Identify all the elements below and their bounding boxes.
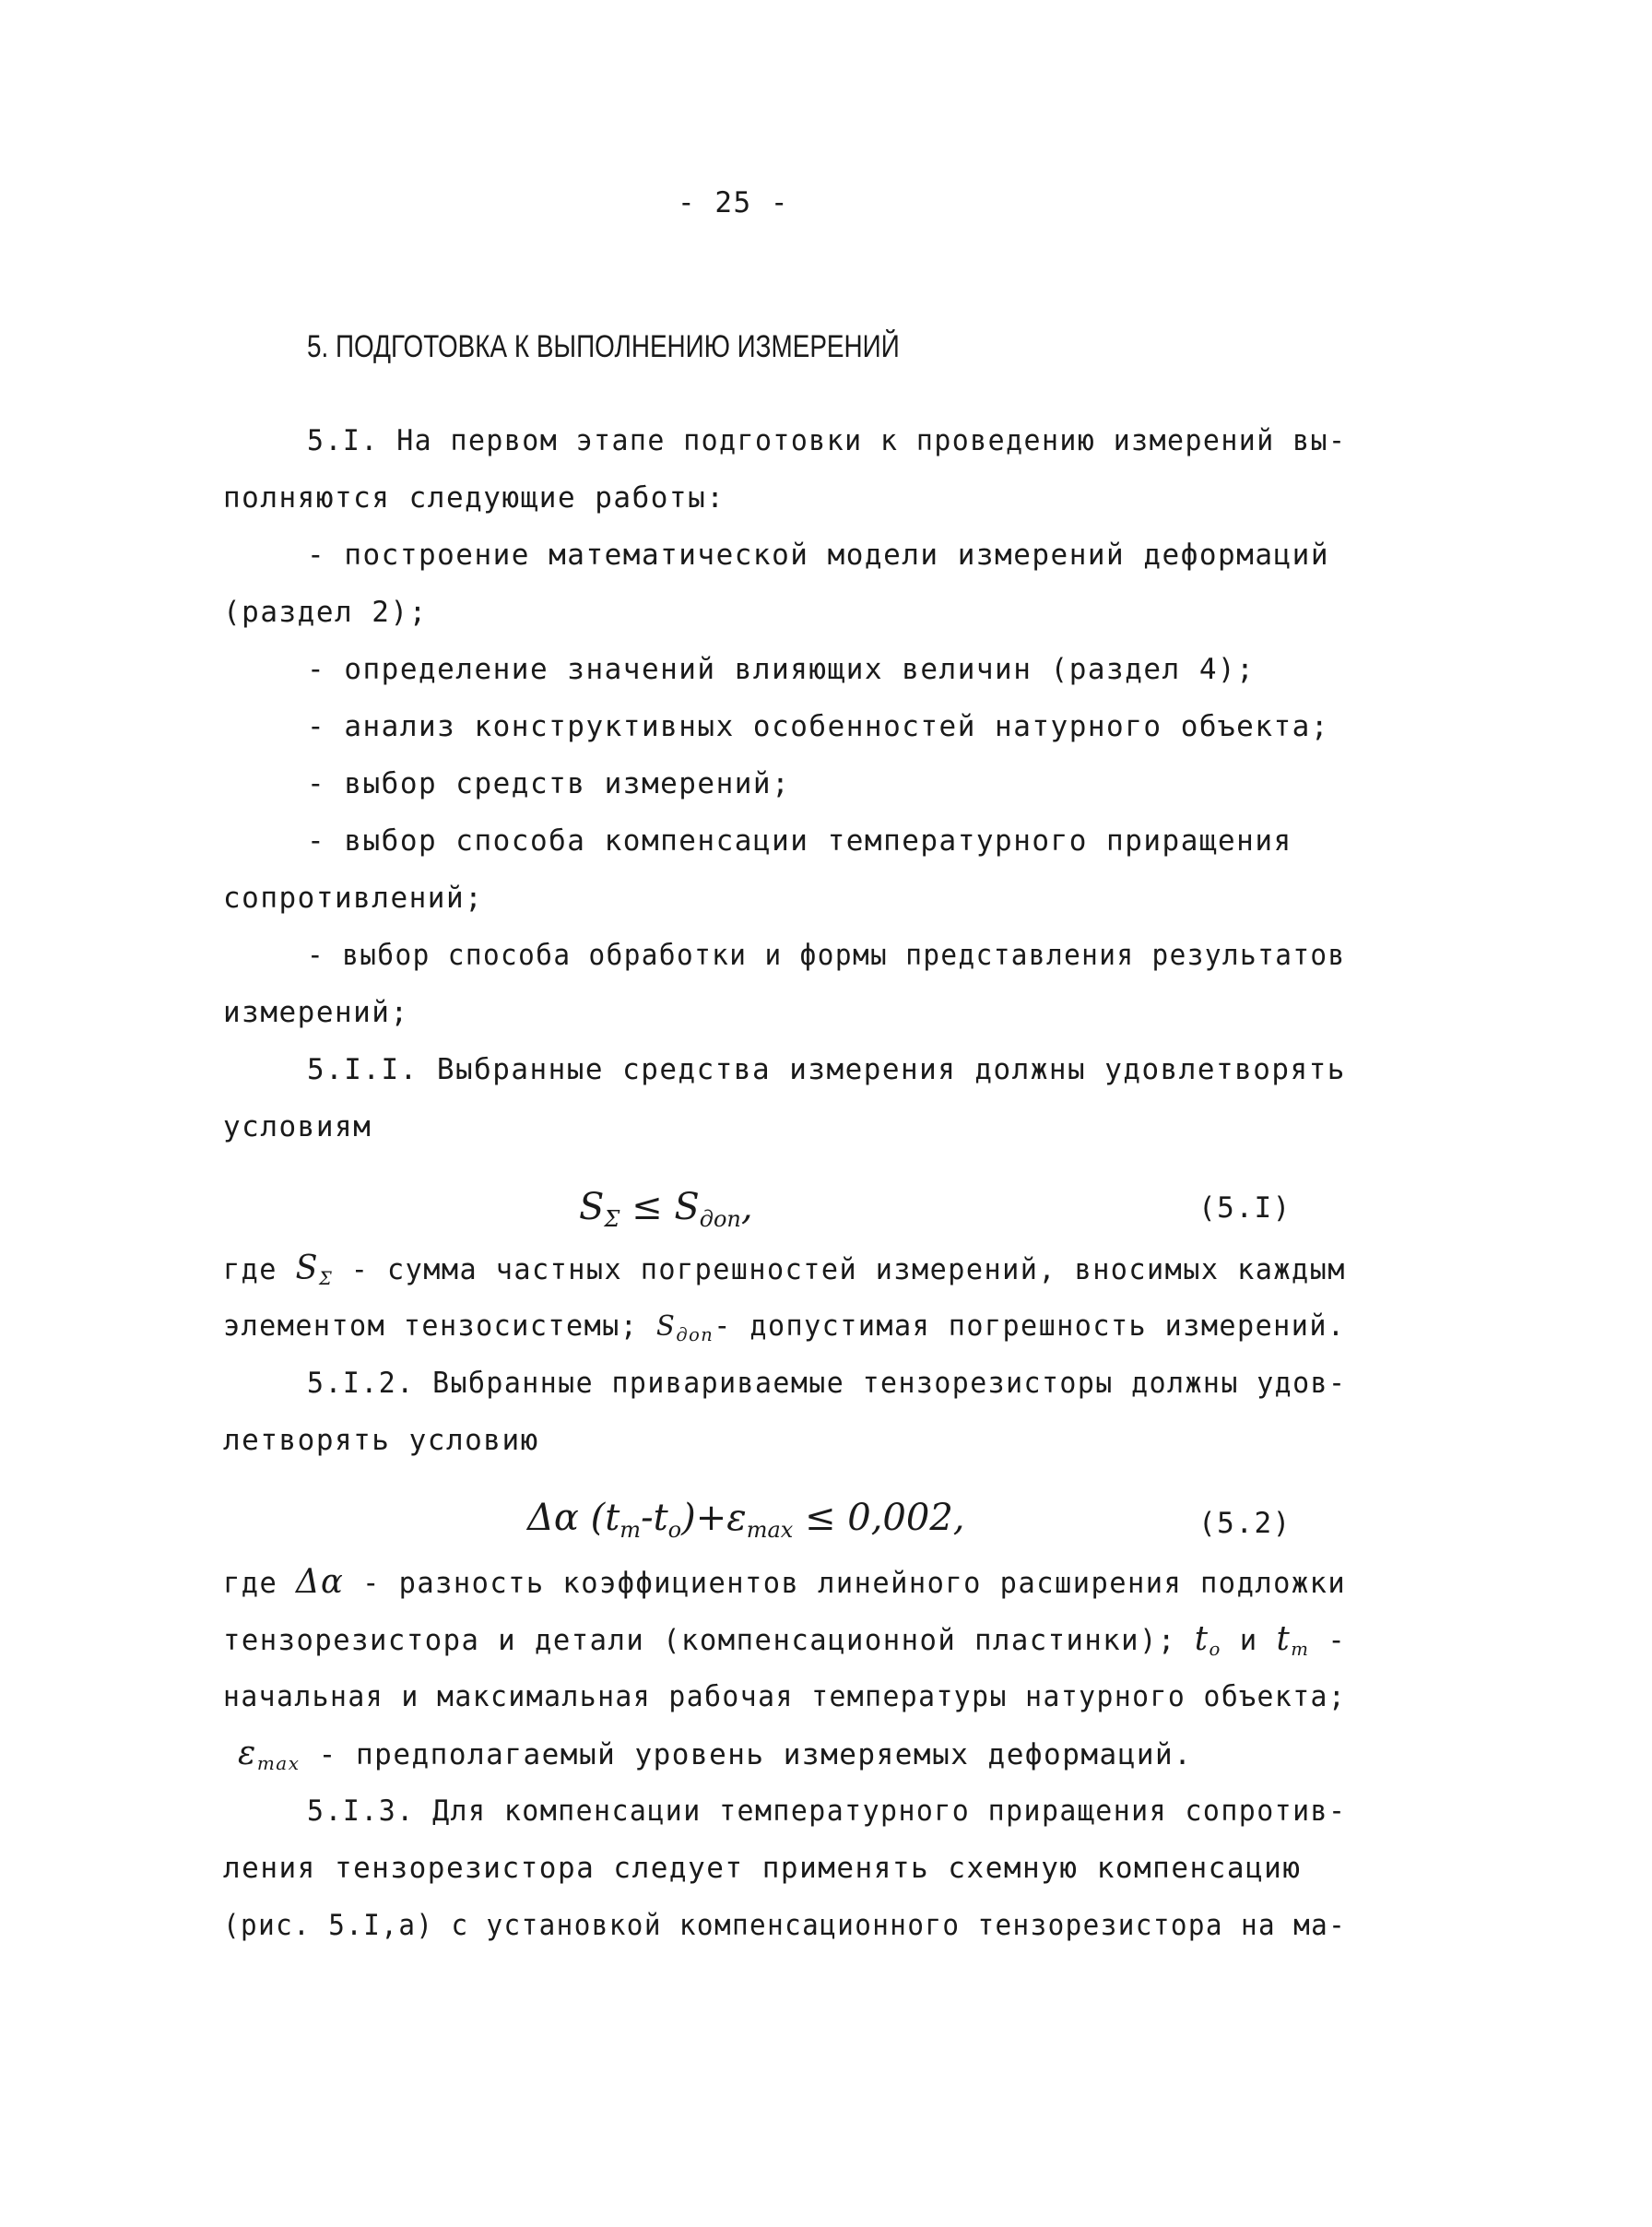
where-line-2-text-a: элементом тензосистемы; — [223, 1309, 639, 1343]
symbol-s-dop: $S_{доп}$ — [655, 1310, 714, 1345]
where-line-2-text-b: - допустимая погрешность измерений. — [714, 1309, 1346, 1343]
where-line-1-text: - сумма частных погрешностей измерений, вносимых каждым — [350, 1253, 1346, 1286]
paragraph-5-1-3-line-2: ления тензорезистора следует применять схемную компенсацию — [223, 1852, 1302, 1885]
formula-5-1-lhs: S — [579, 1186, 605, 1228]
list-item-1-line-1: - построение математической модели измерений деформаций — [307, 539, 1329, 572]
paragraph-5-1-2-line-1: 5.I.2. Выбранные привариваемые тензорезисторы должны удов- — [307, 1367, 1347, 1400]
symbol-s-sigma: $S_\Sigma$ — [295, 1250, 334, 1289]
where-2-line-4: $\varepsilon_{max}$ - предполагаемый уровень измеряемых деформаций. — [238, 1735, 1193, 1774]
formula-5-1-lhs-sub: Σ — [604, 1206, 620, 1232]
paragraph-5-1-1-line-2: условиям — [223, 1110, 372, 1143]
where-word: где — [223, 1253, 277, 1286]
where-line-2 — [223, 1308, 1345, 1353]
symbol-delta-alpha: Δα — [296, 1563, 345, 1601]
formula-5-1-tail: , — [740, 1186, 753, 1228]
paragraph-5-1-2-line-2: летворять условию — [223, 1424, 539, 1457]
paragraph-5-1-3-line-3: (рис. 5.I,а) с установкой компенсационного тензорезистора на ма- — [223, 1909, 1347, 1942]
where-2-line-3: начальная и максимальная рабочая температуры натурного объекта; — [223, 1680, 1347, 1713]
formula-5-1-rhs-sub: доп — [699, 1206, 741, 1232]
formula-5-1-rhs: S — [674, 1186, 700, 1228]
list-item-3: - анализ конструктивных особенностей натурного объекта; — [307, 710, 1329, 743]
equation-number-5-1: (5.I) — [1198, 1191, 1292, 1225]
page-number: - 25 - — [678, 186, 789, 219]
symbol-t-m: $t_m$ — [1276, 1620, 1310, 1660]
where-2-line-1: где Δα - разность коэффициентов линейного расширения подложки — [223, 1563, 1347, 1601]
paragraph-5-1-3-line-1: 5.I.3. Для компенсации температурного приращения сопротив- — [307, 1795, 1347, 1828]
symbol-t-zero: $t_o$ — [1194, 1620, 1221, 1660]
formula-5-2: Δα $(t_m-t_o)+\varepsilon_{max} \le 0,002$, — [527, 1497, 965, 1543]
paragraph-5-1-1-line-1: 5.I.I. Выбранные средства измерения должны удовлетворять — [307, 1053, 1346, 1086]
list-item-6-line-2: измерений; — [223, 996, 409, 1029]
paragraph-5-1-line-2: полняются следующие работы: — [223, 481, 726, 515]
section-heading: 5. ПОДГОТОВКА К ВЫПОЛНЕНИЮ ИЗМЕРЕНИЙ — [307, 329, 900, 364]
equation-number-5-2: (5.2) — [1198, 1507, 1292, 1540]
list-item-4: - выбор средств измерений; — [307, 767, 791, 800]
formula-5-1 — [579, 1185, 753, 1241]
paragraph-5-1-line-1: 5.I. На первом этапе подготовки к проведению измерений вы- — [307, 424, 1347, 457]
symbol-epsilon-max: $\varepsilon_{max}$ — [238, 1735, 301, 1774]
where-line-1 — [223, 1250, 1346, 1297]
list-item-5-line-1: - выбор способа компенсации температурного приращения — [307, 824, 1292, 858]
list-item-1-line-2: (раздел 2); — [223, 596, 428, 629]
list-item-2: - определение значений влияющих величин (раздел 4); — [307, 653, 1256, 686]
formula-5-1-op: ≤ — [620, 1186, 675, 1228]
list-item-5-line-2: сопротивлений; — [223, 882, 484, 915]
list-item-6-line-1: - выбор способа обработки и формы представления результатов — [307, 939, 1346, 972]
where-2-line-2: тензорезистора и детали (компенсационной пластинки); $t_o$ и $t_m$ - — [223, 1620, 1347, 1660]
